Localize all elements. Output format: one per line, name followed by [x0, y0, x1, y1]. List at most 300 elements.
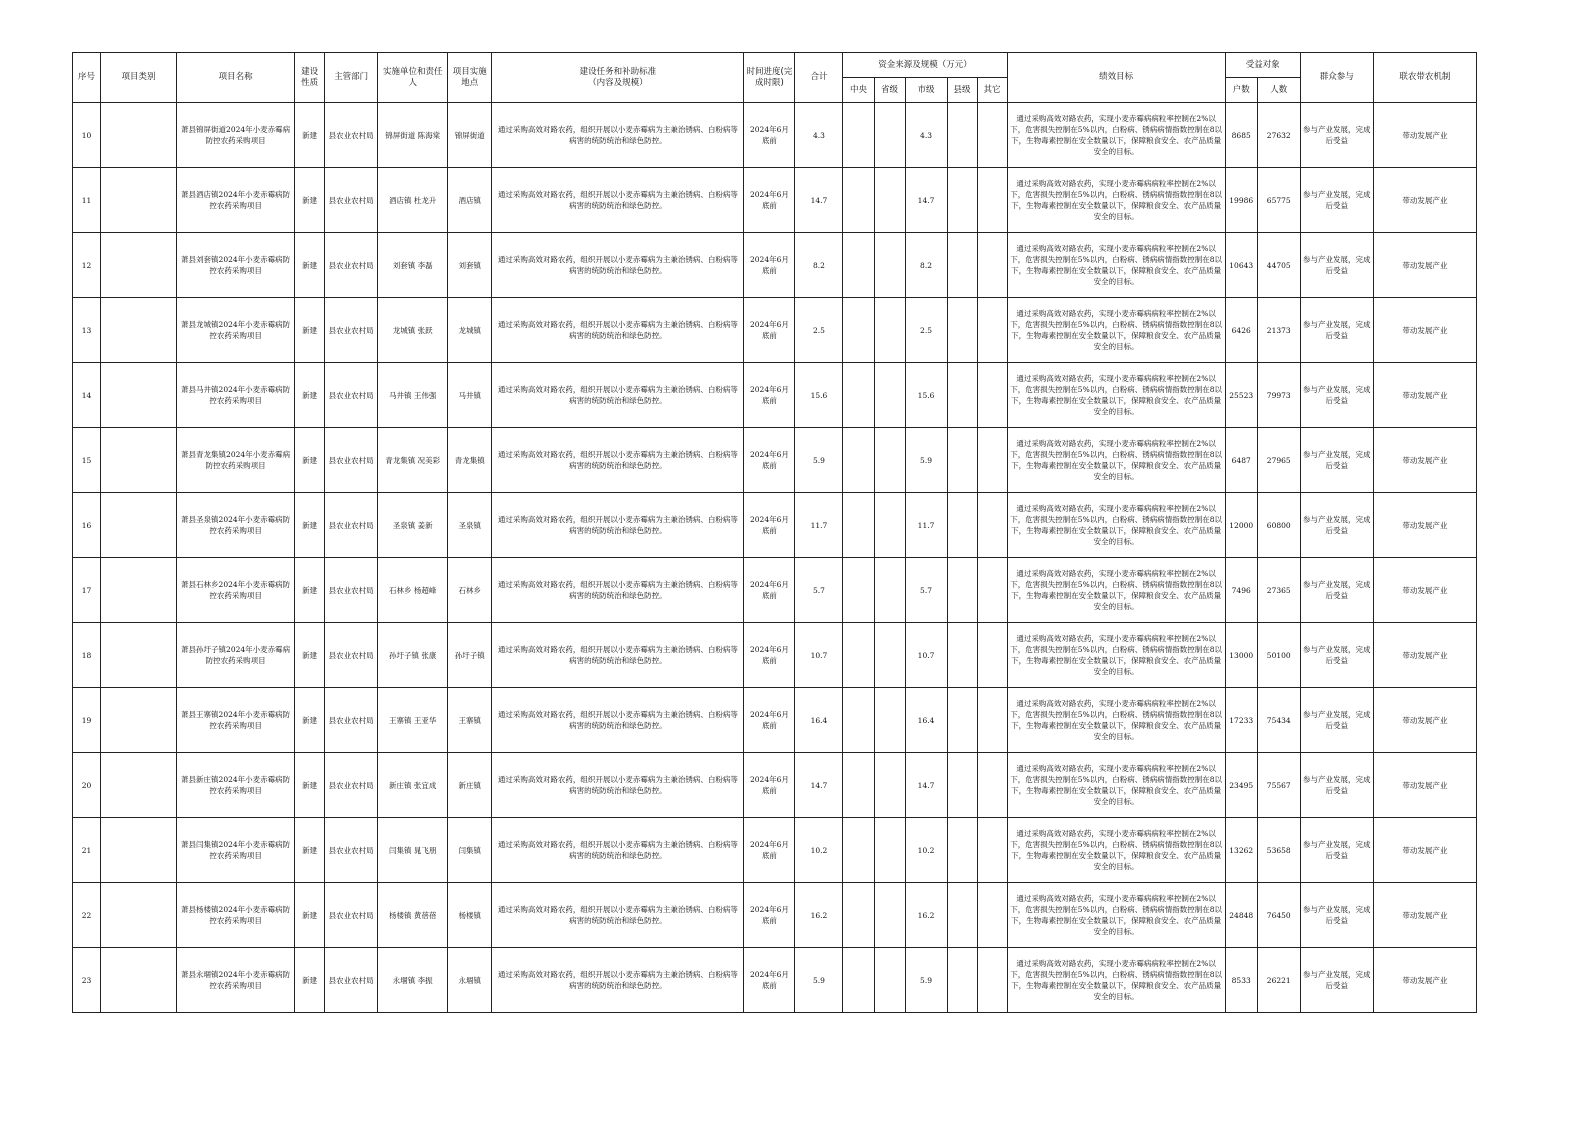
- cell-name: 萧县龙城镇2024年小麦赤霉病防控农药采购项目: [177, 298, 295, 363]
- cell-name: 萧县永堌镇2024年小麦赤霉病防控农药采购项目: [177, 948, 295, 1013]
- cell-households: 8685: [1225, 103, 1257, 168]
- cell-schedule: 2024年6月底前: [744, 688, 795, 753]
- cell-other: [977, 623, 1007, 688]
- cell-county: [947, 818, 977, 883]
- cell-central: [843, 168, 874, 233]
- cell-category: [101, 753, 177, 818]
- cell-mechanism: 带动发展产业: [1373, 818, 1476, 883]
- cell-participation: 参与产业发展，完成后受益: [1300, 168, 1373, 233]
- cell-seq: 17: [73, 558, 101, 623]
- cell-name: 萧县刘套镇2024年小麦赤霉病防控农药采购项目: [177, 233, 295, 298]
- cell-county: [947, 948, 977, 1013]
- cell-location: 马井镇: [448, 363, 492, 428]
- cell-location: 刘套镇: [448, 233, 492, 298]
- cell-mechanism: 带动发展产业: [1373, 168, 1476, 233]
- cell-category: [101, 168, 177, 233]
- cell-perf: 通过采购高效对路农药，实现小麦赤霉病病粒率控制在2%以下，危害损失控制在5%以内，白粉病、锈病病情指数控制在8以下，生物毒素控制在安全数量以下，保障粮食安全、农产品质量安全的目标。: [1007, 493, 1225, 558]
- cell-name: 萧县圣泉镇2024年小麦赤霉病防控农药采购项目: [177, 493, 295, 558]
- cell-dept: 县农业农村局: [325, 168, 378, 233]
- cell-households: 8533: [1225, 948, 1257, 1013]
- cell-unit: 孙圩子镇 张康: [378, 623, 448, 688]
- cell-dept: 县农业农村局: [325, 688, 378, 753]
- cell-city: 16.2: [905, 883, 947, 948]
- cell-total: 16.2: [795, 883, 843, 948]
- cell-other: [977, 558, 1007, 623]
- header-nature: 建设性质: [295, 53, 325, 103]
- table-row: [73, 103, 1477, 168]
- header-dept: 主管部门: [325, 53, 378, 103]
- cell-province: [874, 883, 905, 948]
- table-row: [73, 558, 1477, 623]
- cell-people: 75567: [1257, 753, 1300, 818]
- table-row: [73, 688, 1477, 753]
- cell-province: [874, 688, 905, 753]
- cell-perf: 通过采购高效对路农药，实现小麦赤霉病病粒率控制在2%以下，危害损失控制在5%以内，白粉病、锈病病情指数控制在8以下，生物毒素控制在安全数量以下，保障粮食安全、农产品质量安全的目标。: [1007, 168, 1225, 233]
- cell-name: 萧县锦屏街道2024年小麦赤霉病防控农药采购项目: [177, 103, 295, 168]
- cell-dept: 县农业农村局: [325, 493, 378, 558]
- cell-other: [977, 688, 1007, 753]
- cell-location: 闫集镇: [448, 818, 492, 883]
- cell-category: [101, 363, 177, 428]
- header-name: 项目名称: [177, 53, 295, 103]
- cell-perf: 通过采购高效对路农药，实现小麦赤霉病病粒率控制在2%以下，危害损失控制在5%以内，白粉病、锈病病情指数控制在8以下，生物毒素控制在安全数量以下，保障粮食安全、农产品质量安全的目标。: [1007, 363, 1225, 428]
- cell-city: 5.7: [905, 558, 947, 623]
- cell-total: 16.4: [795, 688, 843, 753]
- cell-seq: 22: [73, 883, 101, 948]
- cell-participation: 参与产业发展，完成后受益: [1300, 558, 1373, 623]
- cell-task: 通过采购高效对路农药，组织开展以小麦赤霉病为主兼治锈病、白粉病等病害的统防统治和绿色防控。: [492, 558, 744, 623]
- header-households: 户数: [1225, 78, 1257, 103]
- cell-dept: 县农业农村局: [325, 363, 378, 428]
- cell-name: 萧县闫集镇2024年小麦赤霉病防控农药采购项目: [177, 818, 295, 883]
- cell-unit: 杨楼镇 黄蓓蓓: [378, 883, 448, 948]
- cell-schedule: 2024年6月底前: [744, 818, 795, 883]
- cell-mechanism: 带动发展产业: [1373, 623, 1476, 688]
- cell-dept: 县农业农村局: [325, 883, 378, 948]
- project-table: [72, 52, 1477, 1013]
- cell-central: [843, 103, 874, 168]
- cell-task: 通过采购高效对路农药，组织开展以小麦赤霉病为主兼治锈病、白粉病等病害的统防统治和绿色防控。: [492, 688, 744, 753]
- cell-perf: 通过采购高效对路农药，实现小麦赤霉病病粒率控制在2%以下，危害损失控制在5%以内，白粉病、锈病病情指数控制在8以下，生物毒素控制在安全数量以下，保障粮食安全、农产品质量安全的目标。: [1007, 818, 1225, 883]
- cell-city: 14.7: [905, 168, 947, 233]
- cell-dept: 县农业农村局: [325, 623, 378, 688]
- cell-people: 65775: [1257, 168, 1300, 233]
- header-task: [492, 53, 744, 103]
- cell-nature: 新建: [295, 948, 325, 1013]
- cell-perf: 通过采购高效对路农药，实现小麦赤霉病病粒率控制在2%以下，危害损失控制在5%以内，白粉病、锈病病情指数控制在8以下，生物毒素控制在安全数量以下，保障粮食安全、农产品质量安全的目标。: [1007, 298, 1225, 363]
- cell-mechanism: 带动发展产业: [1373, 753, 1476, 818]
- cell-task: 通过采购高效对路农药，组织开展以小麦赤霉病为主兼治锈病、白粉病等病害的统防统治和绿色防控。: [492, 883, 744, 948]
- cell-task: 通过采购高效对路农药，组织开展以小麦赤霉病为主兼治锈病、白粉病等病害的统防统治和绿色防控。: [492, 298, 744, 363]
- cell-nature: 新建: [295, 688, 325, 753]
- cell-perf: 通过采购高效对路农药，实现小麦赤霉病病粒率控制在2%以下，危害损失控制在5%以内，白粉病、锈病病情指数控制在8以下，生物毒素控制在安全数量以下，保障粮食安全、农产品质量安全的目标。: [1007, 428, 1225, 493]
- cell-people: 27965: [1257, 428, 1300, 493]
- cell-nature: 新建: [295, 168, 325, 233]
- cell-county: [947, 168, 977, 233]
- header-task-subtitle: （内容及规模）: [588, 77, 648, 88]
- cell-schedule: 2024年6月底前: [744, 883, 795, 948]
- header-unit: 实施单位和责任人: [378, 53, 448, 103]
- table-body: [73, 103, 1477, 1013]
- cell-other: [977, 818, 1007, 883]
- cell-category: [101, 493, 177, 558]
- header-location: 项目实施地点: [448, 53, 492, 103]
- cell-total: 15.6: [795, 363, 843, 428]
- cell-province: [874, 493, 905, 558]
- cell-task: 通过采购高效对路农药，组织开展以小麦赤霉病为主兼治锈病、白粉病等病害的统防统治和绿色防控。: [492, 168, 744, 233]
- cell-county: [947, 298, 977, 363]
- cell-central: [843, 883, 874, 948]
- cell-people: 76450: [1257, 883, 1300, 948]
- cell-nature: 新建: [295, 298, 325, 363]
- cell-task: 通过采购高效对路农药，组织开展以小麦赤霉病为主兼治锈病、白粉病等病害的统防统治和绿色防控。: [492, 948, 744, 1013]
- cell-other: [977, 883, 1007, 948]
- cell-central: [843, 558, 874, 623]
- cell-seq: 15: [73, 428, 101, 493]
- cell-participation: 参与产业发展，完成后受益: [1300, 233, 1373, 298]
- cell-task: 通过采购高效对路农药，组织开展以小麦赤霉病为主兼治锈病、白粉病等病害的统防统治和绿色防控。: [492, 818, 744, 883]
- cell-perf: 通过采购高效对路农药，实现小麦赤霉病病粒率控制在2%以下，危害损失控制在5%以内，白粉病、锈病病情指数控制在8以下，生物毒素控制在安全数量以下，保障粮食安全、农产品质量安全的目标。: [1007, 688, 1225, 753]
- cell-participation: 参与产业发展，完成后受益: [1300, 623, 1373, 688]
- cell-province: [874, 623, 905, 688]
- cell-schedule: 2024年6月底前: [744, 298, 795, 363]
- cell-other: [977, 298, 1007, 363]
- cell-households: 12000: [1225, 493, 1257, 558]
- cell-task: 通过采购高效对路农药，组织开展以小麦赤霉病为主兼治锈病、白粉病等病害的统防统治和绿色防控。: [492, 753, 744, 818]
- cell-participation: 参与产业发展，完成后受益: [1300, 428, 1373, 493]
- cell-nature: 新建: [295, 818, 325, 883]
- cell-nature: 新建: [295, 558, 325, 623]
- table-row: [73, 298, 1477, 363]
- cell-location: 石林乡: [448, 558, 492, 623]
- cell-category: [101, 428, 177, 493]
- cell-households: 17233: [1225, 688, 1257, 753]
- header-central: 中央: [843, 78, 874, 103]
- cell-households: 25523: [1225, 363, 1257, 428]
- cell-mechanism: 带动发展产业: [1373, 883, 1476, 948]
- cell-unit: 刘套镇 李磊: [378, 233, 448, 298]
- cell-city: 8.2: [905, 233, 947, 298]
- header-mechanism: 联农带农机制: [1373, 53, 1476, 103]
- cell-mechanism: 带动发展产业: [1373, 493, 1476, 558]
- cell-category: [101, 948, 177, 1013]
- cell-people: 44705: [1257, 233, 1300, 298]
- cell-location: 龙城镇: [448, 298, 492, 363]
- cell-unit: 龙城镇 张跃: [378, 298, 448, 363]
- cell-province: [874, 233, 905, 298]
- cell-task: 通过采购高效对路农药，组织开展以小麦赤霉病为主兼治锈病、白粉病等病害的统防统治和绿色防控。: [492, 428, 744, 493]
- cell-category: [101, 883, 177, 948]
- cell-participation: 参与产业发展，完成后受益: [1300, 753, 1373, 818]
- cell-total: 14.7: [795, 168, 843, 233]
- cell-county: [947, 688, 977, 753]
- table-row: [73, 623, 1477, 688]
- cell-location: 酒店镇: [448, 168, 492, 233]
- cell-people: 75434: [1257, 688, 1300, 753]
- cell-unit: 青龙集镇 况美彩: [378, 428, 448, 493]
- cell-schedule: 2024年6月底前: [744, 558, 795, 623]
- cell-schedule: 2024年6月底前: [744, 948, 795, 1013]
- table-header: [73, 53, 1477, 103]
- cell-schedule: 2024年6月底前: [744, 363, 795, 428]
- cell-people: 26221: [1257, 948, 1300, 1013]
- cell-other: [977, 428, 1007, 493]
- cell-city: 11.7: [905, 493, 947, 558]
- cell-city: 10.2: [905, 818, 947, 883]
- cell-total: 2.5: [795, 298, 843, 363]
- cell-dept: 县农业农村局: [325, 428, 378, 493]
- cell-unit: 闫集镇 晁飞朋: [378, 818, 448, 883]
- cell-households: 19986: [1225, 168, 1257, 233]
- cell-perf: 通过采购高效对路农药，实现小麦赤霉病病粒率控制在2%以下，危害损失控制在5%以内，白粉病、锈病病情指数控制在8以下，生物毒素控制在安全数量以下，保障粮食安全、农产品质量安全的目标。: [1007, 753, 1225, 818]
- cell-total: 5.7: [795, 558, 843, 623]
- cell-name: 萧县王寨镇2024年小麦赤霉病防控农药采购项目: [177, 688, 295, 753]
- cell-perf: 通过采购高效对路农药，实现小麦赤霉病病粒率控制在2%以下，危害损失控制在5%以内，白粉病、锈病病情指数控制在8以下，生物毒素控制在安全数量以下，保障粮食安全、农产品质量安全的目标。: [1007, 103, 1225, 168]
- cell-province: [874, 168, 905, 233]
- cell-seq: 23: [73, 948, 101, 1013]
- cell-city: 5.9: [905, 948, 947, 1013]
- cell-category: [101, 298, 177, 363]
- cell-category: [101, 818, 177, 883]
- cell-mechanism: 带动发展产业: [1373, 558, 1476, 623]
- cell-total: 14.7: [795, 753, 843, 818]
- cell-county: [947, 233, 977, 298]
- cell-central: [843, 688, 874, 753]
- cell-category: [101, 103, 177, 168]
- header-task-title: 建设任务和补助标准: [579, 66, 657, 77]
- cell-nature: 新建: [295, 753, 325, 818]
- cell-other: [977, 233, 1007, 298]
- cell-county: [947, 428, 977, 493]
- cell-households: 13262: [1225, 818, 1257, 883]
- cell-city: 10.7: [905, 623, 947, 688]
- cell-location: 孙圩子镇: [448, 623, 492, 688]
- cell-seq: 18: [73, 623, 101, 688]
- header-people: 人数: [1257, 78, 1300, 103]
- cell-name: 萧县新庄镇2024年小麦赤霉病防控农药采购项目: [177, 753, 295, 818]
- cell-seq: 11: [73, 168, 101, 233]
- cell-nature: 新建: [295, 493, 325, 558]
- cell-province: [874, 103, 905, 168]
- cell-schedule: 2024年6月底前: [744, 493, 795, 558]
- cell-other: [977, 103, 1007, 168]
- header-participation: 群众参与: [1300, 53, 1373, 103]
- cell-category: [101, 558, 177, 623]
- cell-central: [843, 753, 874, 818]
- cell-unit: 石林乡 杨超峰: [378, 558, 448, 623]
- cell-name: 萧县石林乡2024年小麦赤霉病防控农药采购项目: [177, 558, 295, 623]
- table-row: [73, 168, 1477, 233]
- cell-location: 永堌镇: [448, 948, 492, 1013]
- header-schedule: 时间进度(完成时限): [744, 53, 795, 103]
- header-funds: 资金来源及规模（万元）: [843, 53, 1007, 78]
- cell-province: [874, 558, 905, 623]
- cell-households: 23495: [1225, 753, 1257, 818]
- cell-task: 通过采购高效对路农药，组织开展以小麦赤霉病为主兼治锈病、白粉病等病害的统防统治和绿色防控。: [492, 623, 744, 688]
- cell-category: [101, 688, 177, 753]
- cell-people: 50100: [1257, 623, 1300, 688]
- cell-people: 27632: [1257, 103, 1300, 168]
- header-category: 项目类别: [101, 53, 177, 103]
- cell-seq: 19: [73, 688, 101, 753]
- cell-location: 杨楼镇: [448, 883, 492, 948]
- cell-total: 5.9: [795, 428, 843, 493]
- cell-participation: 参与产业发展，完成后受益: [1300, 103, 1373, 168]
- cell-central: [843, 298, 874, 363]
- cell-mechanism: 带动发展产业: [1373, 298, 1476, 363]
- cell-perf: 通过采购高效对路农药，实现小麦赤霉病病粒率控制在2%以下，危害损失控制在5%以内，白粉病、锈病病情指数控制在8以下，生物毒素控制在安全数量以下，保障粮食安全、农产品质量安全的目标。: [1007, 883, 1225, 948]
- cell-nature: 新建: [295, 623, 325, 688]
- cell-mechanism: 带动发展产业: [1373, 428, 1476, 493]
- cell-name: 萧县酒店镇2024年小麦赤霉病防控农药采购项目: [177, 168, 295, 233]
- cell-county: [947, 363, 977, 428]
- cell-people: 21373: [1257, 298, 1300, 363]
- cell-county: [947, 493, 977, 558]
- cell-province: [874, 818, 905, 883]
- cell-city: 4.3: [905, 103, 947, 168]
- cell-people: 79973: [1257, 363, 1300, 428]
- cell-households: 13000: [1225, 623, 1257, 688]
- cell-central: [843, 818, 874, 883]
- cell-category: [101, 233, 177, 298]
- cell-perf: 通过采购高效对路农药，实现小麦赤霉病病粒率控制在2%以下，危害损失控制在5%以内，白粉病、锈病病情指数控制在8以下，生物毒素控制在安全数量以下，保障粮食安全、农产品质量安全的目标。: [1007, 558, 1225, 623]
- cell-county: [947, 623, 977, 688]
- cell-dept: 县农业农村局: [325, 298, 378, 363]
- cell-city: 2.5: [905, 298, 947, 363]
- cell-perf: 通过采购高效对路农药，实现小麦赤霉病病粒率控制在2%以下，危害损失控制在5%以内，白粉病、锈病病情指数控制在8以下，生物毒素控制在安全数量以下，保障粮食安全、农产品质量安全的目标。: [1007, 233, 1225, 298]
- cell-unit: 圣泉镇 姜新: [378, 493, 448, 558]
- cell-province: [874, 298, 905, 363]
- cell-dept: 县农业农村局: [325, 233, 378, 298]
- cell-county: [947, 558, 977, 623]
- cell-total: 11.7: [795, 493, 843, 558]
- cell-seq: 16: [73, 493, 101, 558]
- cell-other: [977, 753, 1007, 818]
- cell-name: 萧县孙圩子镇2024年小麦赤霉病防控农药采购项目: [177, 623, 295, 688]
- cell-location: 圣泉镇: [448, 493, 492, 558]
- cell-people: 53658: [1257, 818, 1300, 883]
- cell-schedule: 2024年6月底前: [744, 753, 795, 818]
- cell-total: 10.7: [795, 623, 843, 688]
- cell-schedule: 2024年6月底前: [744, 233, 795, 298]
- cell-city: 16.4: [905, 688, 947, 753]
- cell-name: 萧县马井镇2024年小麦赤霉病防控农药采购项目: [177, 363, 295, 428]
- cell-task: 通过采购高效对路农药，组织开展以小麦赤霉病为主兼治锈病、白粉病等病害的统防统治和绿色防控。: [492, 493, 744, 558]
- cell-schedule: 2024年6月底前: [744, 623, 795, 688]
- cell-name: 萧县杨楼镇2024年小麦赤霉病防控农药采购项目: [177, 883, 295, 948]
- cell-unit: 酒店镇 杜龙升: [378, 168, 448, 233]
- header-other: 其它: [977, 78, 1007, 103]
- cell-unit: 马井镇 王伟强: [378, 363, 448, 428]
- cell-county: [947, 753, 977, 818]
- cell-total: 8.2: [795, 233, 843, 298]
- cell-county: [947, 883, 977, 948]
- cell-location: 锦屏街道: [448, 103, 492, 168]
- cell-total: 4.3: [795, 103, 843, 168]
- cell-dept: 县农业农村局: [325, 818, 378, 883]
- cell-location: 青龙集镇: [448, 428, 492, 493]
- cell-participation: 参与产业发展，完成后受益: [1300, 818, 1373, 883]
- cell-schedule: 2024年6月底前: [744, 428, 795, 493]
- cell-nature: 新建: [295, 363, 325, 428]
- cell-households: 7496: [1225, 558, 1257, 623]
- header-total: 合计: [795, 53, 843, 103]
- cell-mechanism: 带动发展产业: [1373, 233, 1476, 298]
- header-perf: 绩效目标: [1007, 53, 1225, 103]
- cell-perf: 通过采购高效对路农药，实现小麦赤霉病病粒率控制在2%以下，危害损失控制在5%以内，白粉病、锈病病情指数控制在8以下，生物毒素控制在安全数量以下，保障粮食安全、农产品质量安全的目标。: [1007, 623, 1225, 688]
- cell-nature: 新建: [295, 428, 325, 493]
- cell-location: 新庄镇: [448, 753, 492, 818]
- cell-county: [947, 103, 977, 168]
- cell-dept: 县农业农村局: [325, 753, 378, 818]
- cell-households: 24848: [1225, 883, 1257, 948]
- cell-seq: 12: [73, 233, 101, 298]
- cell-people: 27365: [1257, 558, 1300, 623]
- table-row: [73, 883, 1477, 948]
- cell-name: 萧县青龙集镇2024年小麦赤霉病防控农药采购项目: [177, 428, 295, 493]
- cell-dept: 县农业农村局: [325, 558, 378, 623]
- cell-province: [874, 428, 905, 493]
- table-row: [73, 428, 1477, 493]
- cell-task: 通过采购高效对路农药，组织开展以小麦赤霉病为主兼治锈病、白粉病等病害的统防统治和绿色防控。: [492, 233, 744, 298]
- cell-participation: 参与产业发展，完成后受益: [1300, 298, 1373, 363]
- cell-people: 60800: [1257, 493, 1300, 558]
- cell-nature: 新建: [295, 883, 325, 948]
- table-row: [73, 233, 1477, 298]
- cell-participation: 参与产业发展，完成后受益: [1300, 883, 1373, 948]
- cell-dept: 县农业农村局: [325, 103, 378, 168]
- cell-seq: 13: [73, 298, 101, 363]
- cell-city: 14.7: [905, 753, 947, 818]
- cell-central: [843, 233, 874, 298]
- cell-other: [977, 948, 1007, 1013]
- cell-seq: 20: [73, 753, 101, 818]
- cell-mechanism: 带动发展产业: [1373, 688, 1476, 753]
- cell-seq: 21: [73, 818, 101, 883]
- cell-other: [977, 363, 1007, 428]
- cell-households: 10643: [1225, 233, 1257, 298]
- cell-perf: 通过采购高效对路农药，实现小麦赤霉病病粒率控制在2%以下，危害损失控制在5%以内，白粉病、锈病病情指数控制在8以下，生物毒素控制在安全数量以下，保障粮食安全、农产品质量安全的目标。: [1007, 948, 1225, 1013]
- header-province: 省级: [874, 78, 905, 103]
- cell-unit: 新庄镇 张宜成: [378, 753, 448, 818]
- cell-province: [874, 363, 905, 428]
- cell-task: 通过采购高效对路农药，组织开展以小麦赤霉病为主兼治锈病、白粉病等病害的统防统治和绿色防控。: [492, 103, 744, 168]
- table-row: [73, 818, 1477, 883]
- cell-schedule: 2024年6月底前: [744, 168, 795, 233]
- table-row: [73, 493, 1477, 558]
- cell-participation: 参与产业发展，完成后受益: [1300, 688, 1373, 753]
- cell-seq: 10: [73, 103, 101, 168]
- cell-participation: 参与产业发展，完成后受益: [1300, 363, 1373, 428]
- cell-central: [843, 428, 874, 493]
- cell-unit: 永堌镇 李振: [378, 948, 448, 1013]
- cell-dept: 县农业农村局: [325, 948, 378, 1013]
- cell-schedule: 2024年6月底前: [744, 103, 795, 168]
- cell-nature: 新建: [295, 233, 325, 298]
- cell-participation: 参与产业发展，完成后受益: [1300, 493, 1373, 558]
- cell-central: [843, 623, 874, 688]
- cell-central: [843, 493, 874, 558]
- cell-households: 6487: [1225, 428, 1257, 493]
- cell-seq: 14: [73, 363, 101, 428]
- cell-mechanism: 带动发展产业: [1373, 948, 1476, 1013]
- cell-unit: 锦屏街道 陈海棠: [378, 103, 448, 168]
- cell-central: [843, 948, 874, 1013]
- cell-other: [977, 493, 1007, 558]
- cell-location: 王寨镇: [448, 688, 492, 753]
- table-row: [73, 948, 1477, 1013]
- cell-central: [843, 363, 874, 428]
